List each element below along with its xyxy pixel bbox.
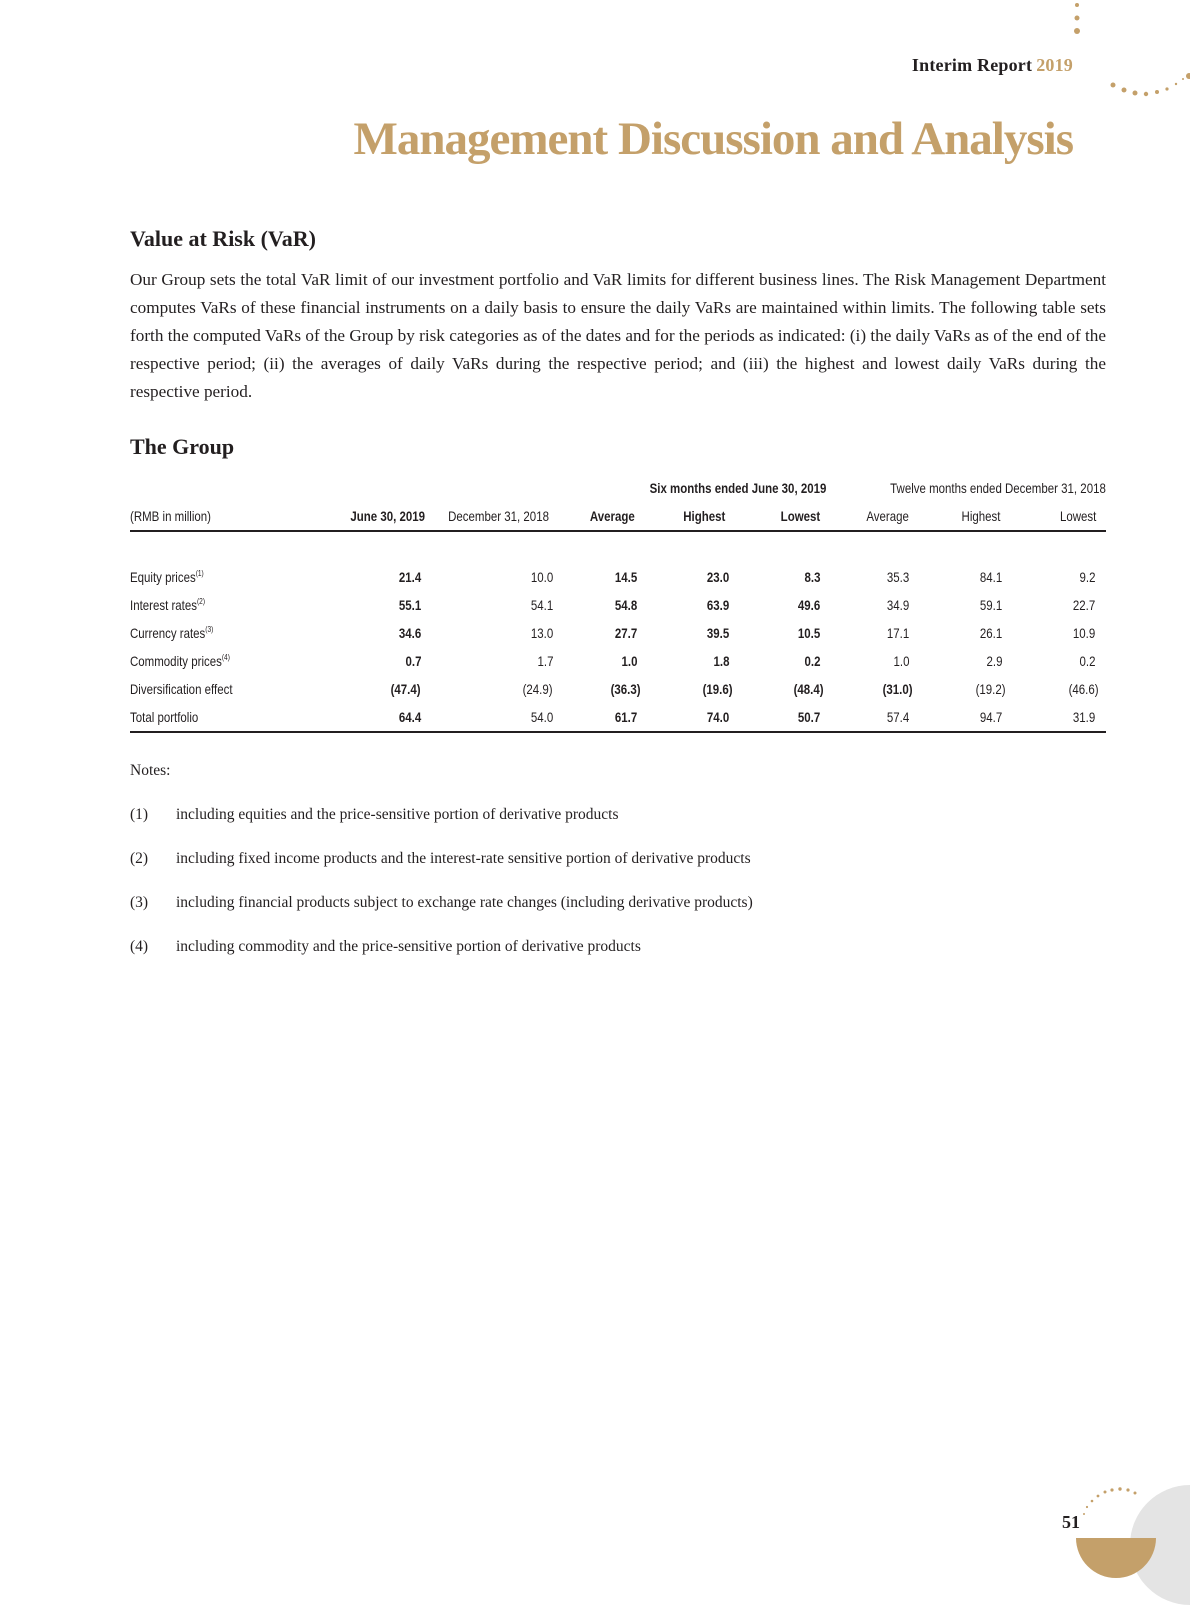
column-header: December 31, 2018 xyxy=(448,508,549,524)
row-label: Total portfolio xyxy=(130,709,199,725)
table-group-header-row xyxy=(130,480,1106,504)
table-row xyxy=(130,597,1106,621)
table-cell: 54.8 xyxy=(614,597,637,613)
table-cell: 54.1 xyxy=(530,597,553,613)
table-cell: 0.7 xyxy=(405,653,421,669)
report-header xyxy=(912,55,1073,76)
table-cell: 2.9 xyxy=(986,653,1002,669)
note-text: including financial products subject to exchange rate changes (including derivative products) xyxy=(176,894,753,911)
table-cell: (19.2) xyxy=(976,681,1006,697)
table-cell: 74.0 xyxy=(706,709,729,725)
table-cell: 9.2 xyxy=(1079,569,1095,585)
table-cell: 23.0 xyxy=(706,569,729,585)
table-cell: 57.4 xyxy=(886,709,909,725)
note-item xyxy=(130,938,641,956)
table-cell: (19.6) xyxy=(703,681,733,697)
table-cell: 21.4 xyxy=(398,569,421,585)
table-cell: 22.7 xyxy=(1072,597,1095,613)
table-cell: 34.6 xyxy=(398,625,421,641)
table-cell: 10.0 xyxy=(530,569,553,585)
table-cell: 49.6 xyxy=(797,597,820,613)
table-cell: 27.7 xyxy=(614,625,637,641)
table-cell: 1.0 xyxy=(621,653,637,669)
table-cell: 61.7 xyxy=(614,709,637,725)
table-cell: 13.0 xyxy=(530,625,553,641)
decorative-circles-bottom xyxy=(1040,1475,1190,1605)
table-cell: 50.7 xyxy=(797,709,820,725)
table-cell: 26.1 xyxy=(979,625,1002,641)
page-number: 51 xyxy=(1062,1512,1080,1532)
note-item xyxy=(130,850,751,868)
table-row xyxy=(130,681,1106,705)
note-number: (3) xyxy=(130,894,149,911)
table-cell: (48.4) xyxy=(794,681,824,697)
table-cell: 1.0 xyxy=(893,653,909,669)
table-cell: 64.4 xyxy=(398,709,421,725)
table-cell: 39.5 xyxy=(706,625,729,641)
report-label: Interim Report xyxy=(911,55,1033,75)
table-cell: 35.3 xyxy=(886,569,909,585)
table-header-rule xyxy=(130,530,1106,532)
row-label: Equity prices$^{(1)}$ xyxy=(130,569,204,585)
table-column-header-row xyxy=(130,508,1106,532)
table-cell: 10.5 xyxy=(797,625,820,641)
table-cell: 94.7 xyxy=(979,709,1002,725)
row-label: Interest rates$^{(2)}$ xyxy=(130,597,206,613)
note-number: (4) xyxy=(130,938,149,955)
row-label: Commodity prices$^{(4)}$ xyxy=(130,653,230,669)
column-header: Average xyxy=(590,508,635,524)
row-label: Diversification effect xyxy=(130,681,233,697)
column-header: Lowest xyxy=(780,508,820,524)
table-row xyxy=(130,653,1106,677)
table-cell: (24.9) xyxy=(523,681,553,697)
var-intro-paragraph: Our Group sets the total VaR limit of our investment portfolio and VaR limits for different business lines. The Risk Management Department computes VaRs of these financial instruments on a daily basis to ensure the daily VaRs are maintained within limits. The following table sets forth the computed VaRs of the Group by risk categories as of the dates and for the periods as indicated: (i) the daily VaRs as of the end of the respective period; (ii) the averages of daily VaRs during the respective period; and (iii) the highest and lowest daily VaRs during the respective period. xyxy=(130,270,1106,401)
table-row xyxy=(130,709,1106,733)
table-cell: 54.0 xyxy=(530,709,553,725)
table-cell: 84.1 xyxy=(979,569,1002,585)
notes-title: Notes: xyxy=(130,762,171,779)
table-cell: 8.3 xyxy=(804,569,820,585)
page-title: Management Discussion and Analysis xyxy=(353,113,1073,165)
section-heading-var: Value at Risk (VaR) xyxy=(130,226,317,251)
table-cell: 1.8 xyxy=(713,653,729,669)
note-number: (2) xyxy=(130,850,149,867)
table-cell: 55.1 xyxy=(398,597,421,613)
column-header: Average xyxy=(866,508,909,524)
table-cell: (46.6) xyxy=(1069,681,1099,697)
table-cell: 14.5 xyxy=(614,569,637,585)
column-header: June 30, 2019 xyxy=(350,508,425,524)
note-number: (1) xyxy=(130,806,149,823)
note-text: including equities and the price-sensitive portion of derivative products xyxy=(176,806,619,823)
column-header: Highest xyxy=(961,508,1000,524)
note-text: including commodity and the price-sensitive portion of derivative products xyxy=(176,938,641,955)
note-item xyxy=(130,894,753,912)
table-cell: 34.9 xyxy=(886,597,909,613)
column-header: Lowest xyxy=(1059,508,1096,524)
group-header-twelve-months: Twelve months ended December 31, 2018 xyxy=(890,480,1106,496)
table-cell: (47.4) xyxy=(391,681,421,697)
group-header-six-months: Six months ended June 30, 2019 xyxy=(649,480,827,496)
table-cell: 1.7 xyxy=(537,653,553,669)
section-heading-group: The Group xyxy=(130,434,235,459)
table-cell: (36.3) xyxy=(611,681,641,697)
table-bottom-rule xyxy=(130,731,1106,733)
report-year: 2019 xyxy=(1036,55,1073,75)
row-label: Currency rates$^{(3)}$ xyxy=(130,625,214,641)
table-cell: 59.1 xyxy=(979,597,1002,613)
column-header: Highest xyxy=(682,508,725,524)
note-text: including fixed income products and the interest-rate sensitive portion of derivative products xyxy=(176,850,751,867)
note-item xyxy=(130,806,619,824)
unit-label: (RMB in million) xyxy=(130,508,212,524)
table-cell: 63.9 xyxy=(706,597,729,613)
table-cell: 31.9 xyxy=(1072,709,1095,725)
table-cell: 0.2 xyxy=(804,653,820,669)
table-cell: 10.9 xyxy=(1072,625,1095,641)
table-cell: (31.0) xyxy=(883,681,913,697)
table-row xyxy=(130,625,1106,649)
table-row xyxy=(130,569,1106,593)
table-cell: 0.2 xyxy=(1079,653,1095,669)
table-cell: 17.1 xyxy=(886,625,909,641)
